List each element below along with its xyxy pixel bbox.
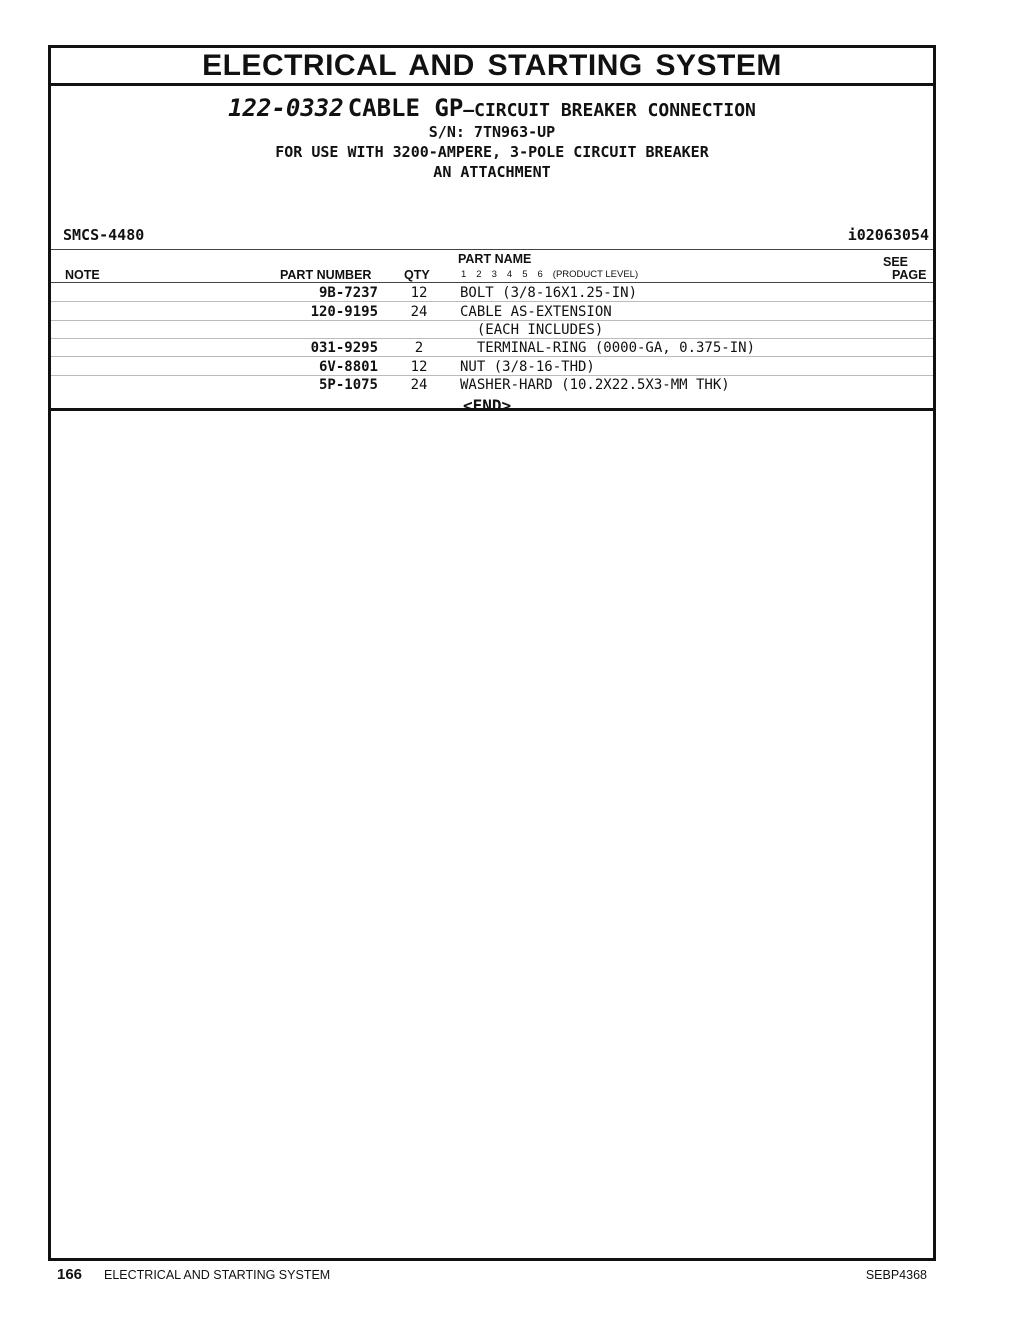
row-divider (51, 338, 933, 339)
row-divider (51, 356, 933, 357)
divider (51, 282, 933, 283)
level-1: 1 (461, 269, 467, 280)
page-number: 166 (57, 1266, 83, 1283)
group-dash: – (463, 100, 475, 121)
group-title (51, 94, 933, 122)
part-qty: 24 (410, 377, 428, 393)
document-number: SEBP4368 (865, 1268, 927, 1282)
section-title: ELECTRICAL AND STARTING SYSTEM (51, 48, 933, 86)
part-qty: 12 (410, 285, 428, 301)
part-qty: 24 (410, 304, 428, 320)
divider (51, 249, 933, 250)
group-description: CIRCUIT BREAKER CONNECTION (474, 100, 756, 121)
table-row (51, 377, 933, 395)
level-4: 4 (506, 269, 513, 280)
smcs-code: SMCS-4480 (63, 226, 145, 244)
col-part-name: PART NAME (458, 252, 532, 266)
part-name: TERMINAL-RING (0000-GA, 0.375-IN) (460, 340, 756, 356)
part-number[interactable]: 031-9295 (310, 340, 378, 356)
part-name: NUT (3/8-16-THD) (460, 359, 595, 375)
part-number[interactable]: 120-9195 (310, 304, 378, 320)
part-name: BOLT (3/8-16X1.25-IN) (460, 285, 638, 301)
col-see: SEE (883, 255, 909, 269)
part-number[interactable]: 9B-7237 (318, 285, 378, 301)
col-note: NOTE (65, 268, 100, 282)
group-number[interactable]: 122-0332 (228, 94, 344, 122)
product-levels (461, 269, 648, 280)
row-divider (51, 320, 933, 321)
part-name: WASHER-HARD (10.2X22.5X3-MM THK) (460, 377, 730, 393)
product-level-label: (PRODUCT LEVEL) (552, 269, 639, 280)
usage-note: FOR USE WITH 3200-AMPERE, 3-POLE CIRCUIT BREAKER (275, 143, 709, 161)
row-divider (51, 301, 933, 302)
page-frame (48, 45, 936, 1261)
level-6: 6 (537, 269, 543, 280)
part-number[interactable]: 6V-8801 (318, 359, 378, 375)
part-name: (EACH INCLUDES) (460, 322, 604, 338)
footer-section: ELECTRICAL AND STARTING SYSTEM (104, 1268, 331, 1282)
col-page: PAGE (892, 268, 927, 282)
col-part-number: PART NUMBER (280, 268, 372, 282)
part-qty: 12 (410, 359, 428, 375)
part-number[interactable]: 5P-1075 (318, 377, 378, 393)
level-5: 5 (522, 269, 528, 280)
part-name: CABLE AS-EXTENSION (460, 304, 612, 320)
end-marker: <END> (463, 396, 512, 415)
parts-group (51, 86, 933, 415)
serial-number: S/N: 7TN963-UP (428, 123, 556, 141)
level-3: 3 (491, 269, 497, 280)
illustration-id: i02063054 (847, 226, 929, 244)
row-divider (51, 375, 933, 376)
level-2: 2 (476, 269, 482, 280)
col-qty: QTY (404, 268, 430, 282)
page-footer (57, 1266, 927, 1286)
group-name: CABLE GP (347, 94, 464, 122)
attachment-note: AN ATTACHMENT (433, 163, 551, 181)
part-qty: 2 (414, 340, 424, 356)
